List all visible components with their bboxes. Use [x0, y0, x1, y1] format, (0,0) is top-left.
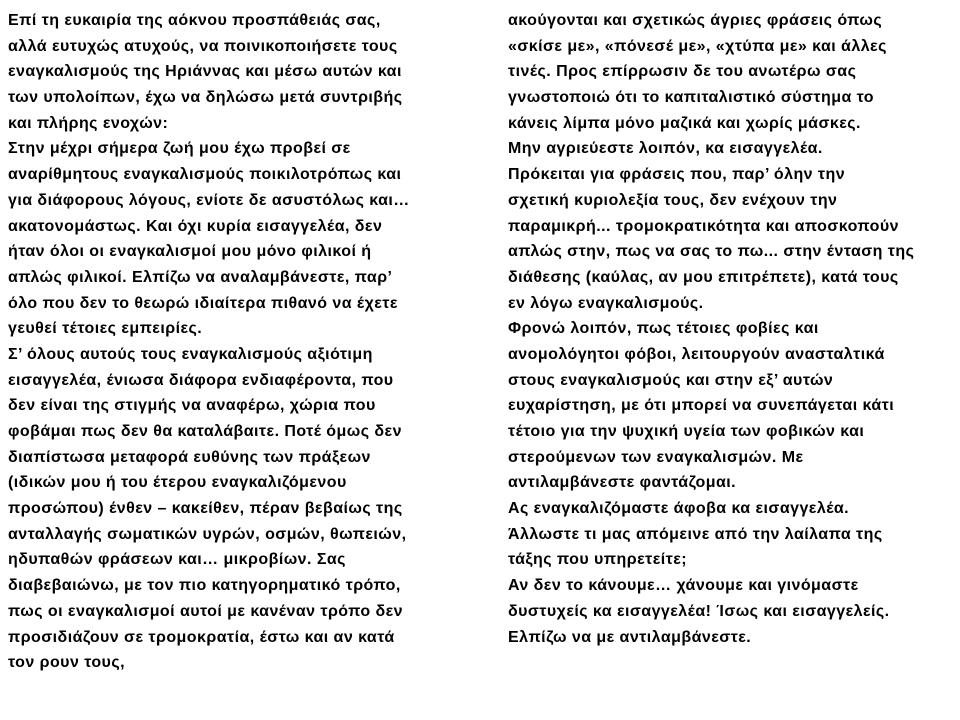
right-text-column [508, 8, 948, 650]
text-line: Στην μέχρι σήμερα ζωή μου έχω προβεί σε [8, 140, 351, 158]
text-line: δεν είναι της στιγμής να αναφέρω, χώρια που [8, 397, 376, 415]
text-line: Ελπίζω να με αντιλαμβάνεστε. [508, 628, 752, 646]
text-line: «σκίσε με», «πόνεσέ με», «χτύπα με» και άλλες [508, 37, 887, 55]
text-line: διαπίστωσα μεταφορά ευθύνης των πράξεων [8, 448, 371, 466]
text-line: κάνεις λίμπα μόνο μαζικά και χωρίς μάσκες. [508, 114, 861, 132]
text-line: Σ’ όλους αυτούς τους εναγκαλισμούς αξιότιμη [8, 345, 373, 363]
text-line: ακούγονται και σχετικώς άγριες φράσεις όπως [508, 12, 883, 29]
text-line: Άλλωστε τι μας απόμεινε από την λαίλαπα της [508, 525, 883, 543]
text-line: απλώς στην, πως να σας το πω... στην ένταση της [508, 243, 915, 261]
text-line: ακατονομάστως. Και όχι κυρία εισαγγελέα, δεν [8, 217, 383, 235]
text-line: στους εναγκαλισμούς και στην εξ’ αυτών [508, 371, 834, 389]
text-line: τέτοιο για την ψυχική υγεία των φοβικών και [508, 423, 865, 440]
text-line: αλλά ευτυχώς ατυχούς, να ποινικοποιήσετε τους [8, 37, 398, 55]
text-line: στερούμενων των εναγκαλισμών. Με [508, 448, 804, 466]
text-line: Ας εναγκαλιζόμαστε άφοβα κα εισαγγελέα. [508, 500, 850, 518]
text-line: όλο που δεν το θεωρώ ιδιαίτερα πιθανό να έχετε [8, 294, 398, 312]
text-line: εν λόγω εναγκαλισμούς. [508, 294, 704, 312]
text-line: σχετική κυριολεξία τους, δεν ενέχουν την [508, 191, 838, 209]
text-line: γνωστοποιώ ότι το καπιταλιστικό σύστημα το [508, 89, 875, 107]
text-line: διαβεβαιώνω, με τον πιο κατηγορηματικό τρόπο, [8, 577, 401, 595]
text-line: απλώς φιλικοί. Ελπίζω να αναλαμβάνεστε, παρ’ [8, 268, 393, 286]
text-line: φοβάμαι πως δεν θα καταλάβαιτε. Ποτέ όμως δεν [8, 423, 402, 440]
text-line: παραμικρή... τρομοκρατικότητα και αποσκοπούν [508, 217, 899, 235]
text-line: Επί τη ευκαιρία της αόκνου προσπάθειάς σας, [8, 12, 381, 29]
text-line: ηδυπαθών φράσεων και… μικροβίων. Σας [8, 551, 346, 569]
text-line: γευθεί τέτοιες εμπειρίες. [8, 320, 203, 338]
text-line: εισαγγελέα, ένιωσα διάφορα ενδιαφέροντα, που [8, 371, 394, 389]
text-line: ευχαρίστηση, με ότι μπορεί να συνεπάγεται κάτι [508, 397, 895, 415]
text-line: προσώπου) ένθεν – κακείθεν, πέραν βεβαίως της [8, 500, 403, 518]
text-line: δυστυχείς κα εισαγγελέα! Ίσως και εισαγγελείς. [508, 602, 890, 620]
text-line: εναγκαλισμούς της Ηριάννας και μέσω αυτών και [8, 63, 402, 81]
text-line: (ιδικών μου ή του έτερου εναγκαλιζόμενου [8, 474, 347, 492]
text-line: τάξης που υπηρετείτε; [508, 551, 688, 569]
text-line: Αν δεν το κάνουμε… χάνουμε και γινόμαστε [508, 577, 859, 595]
text-line: πως οι εναγκαλισμοί αυτοί με κανέναν τρόπο δεν [8, 602, 403, 620]
left-text-column [8, 8, 478, 676]
text-line: Μην αγριεύεστε λοιπόν, κα εισαγγελέα. [508, 140, 823, 158]
text-line: διάθεσης (καύλας, αν μου επιτρέπετε), κατά τους [508, 268, 899, 286]
text-line: τινές. Προς επίρρωσιν δε του ανωτέρω σας [508, 63, 857, 81]
text-line: ανομολόγητοι φόβοι, λειτουργούν ανασταλτικά [508, 345, 885, 363]
text-line: προσιδιάζουν σε τρομοκρατία, έστω και αν κατά [8, 628, 395, 646]
text-line: για διάφορους λόγους, ενίοτε δε ασυστόλως και… [8, 191, 410, 209]
text-line: Φρονώ λοιπόν, πως τέτοιες φοβίες και [508, 320, 819, 338]
text-line: ανταλλαγής σωματικών υγρών, οσμών, θωπειών, [8, 525, 407, 543]
text-line: αντιλαμβάνεστε φαντάζομαι. [508, 474, 737, 492]
text-line: τον ρουν τους, [8, 654, 125, 672]
text-line: και πλήρης ενοχών: [8, 114, 169, 132]
text-line: αναρίθμητους εναγκαλισμούς ποικιλοτρόπως και [8, 166, 402, 184]
text-line: Πρόκειται για φράσεις που, παρ’ όλην την [508, 166, 846, 184]
text-line: ήταν όλοι οι εναγκαλισμοί μου μόνο φιλικοί ή [8, 243, 372, 261]
text-line: των υπολοίπων, έχω να δηλώσω μετά συντριβής [8, 89, 403, 107]
